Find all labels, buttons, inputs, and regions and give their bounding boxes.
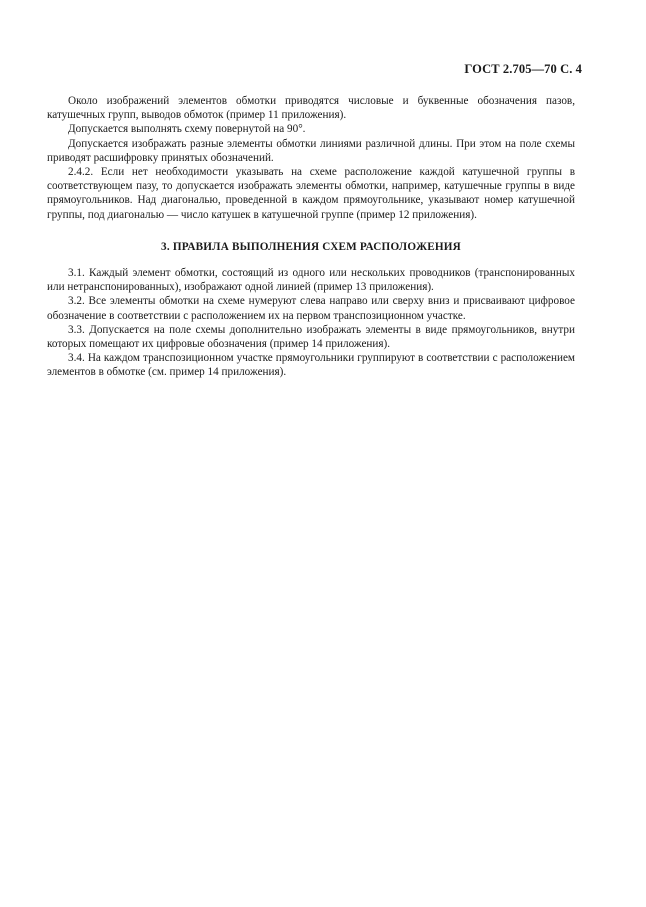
paragraph-rotation: Допускается выполнять схему повернутой на 90°. — [68, 123, 306, 136]
section-heading: 3. ПРАВИЛА ВЫПОЛНЕНИЯ СХЕМ РАСПОЛОЖЕНИЯ — [161, 240, 461, 253]
paragraph-designations: Около изображений элементов обмотки приводятся числовые и буквенные обозначения пазов, катушечных групп, выводов обмоток (пример 11 приложения). — [47, 95, 575, 122]
paragraph-3-4: 3.4. На каждом транспозиционном участке прямоугольники группируют в соответствии с расположением элементов в обмотке (см. пример 14 приложения). — [47, 352, 575, 379]
paragraph-3-2: 3.2. Все элементы обмотки на схеме нумеруют слева направо или сверху вниз и присваивают цифровое обозначение в соответствии с расположением их на первом транспозиционном участке. — [47, 295, 575, 322]
paragraph-2-4-2: 2.4.2. Если нет необходимости указывать на схеме расположение каждой катушечной группы в соответствующем пазу, то допускается изображать элементы обмотки, например, катушечные группы в виде прямоугольников. Над диагональю, проведенной в каждом прямоугольнике, указывают номер катушечной группы, под диагональю — число катушек в катушечной группе (пример 12 приложения). — [47, 166, 575, 221]
running-header: ГОСТ 2.705—70 С. 4 — [464, 62, 582, 76]
document-body — [47, 94, 575, 380]
paragraph-line-lengths: Допускается изображать разные элементы обмотки линиями различной длины. При этом на поле схемы приводят расшифровку принятых обозначений. — [47, 137, 575, 164]
paragraph-3-3: 3.3. Допускается на поле схемы дополнительно изображать элементы в виде прямоугольников, внутри которых помещают их цифровые обозначения (пример 14 приложения). — [47, 323, 575, 351]
paragraph-3-1: 3.1. Каждый элемент обмотки, состоящий из одного или нескольких проводников (транспонированных или нетранспонированных), изображают одной линией (пример 13 приложения). — [47, 267, 575, 294]
